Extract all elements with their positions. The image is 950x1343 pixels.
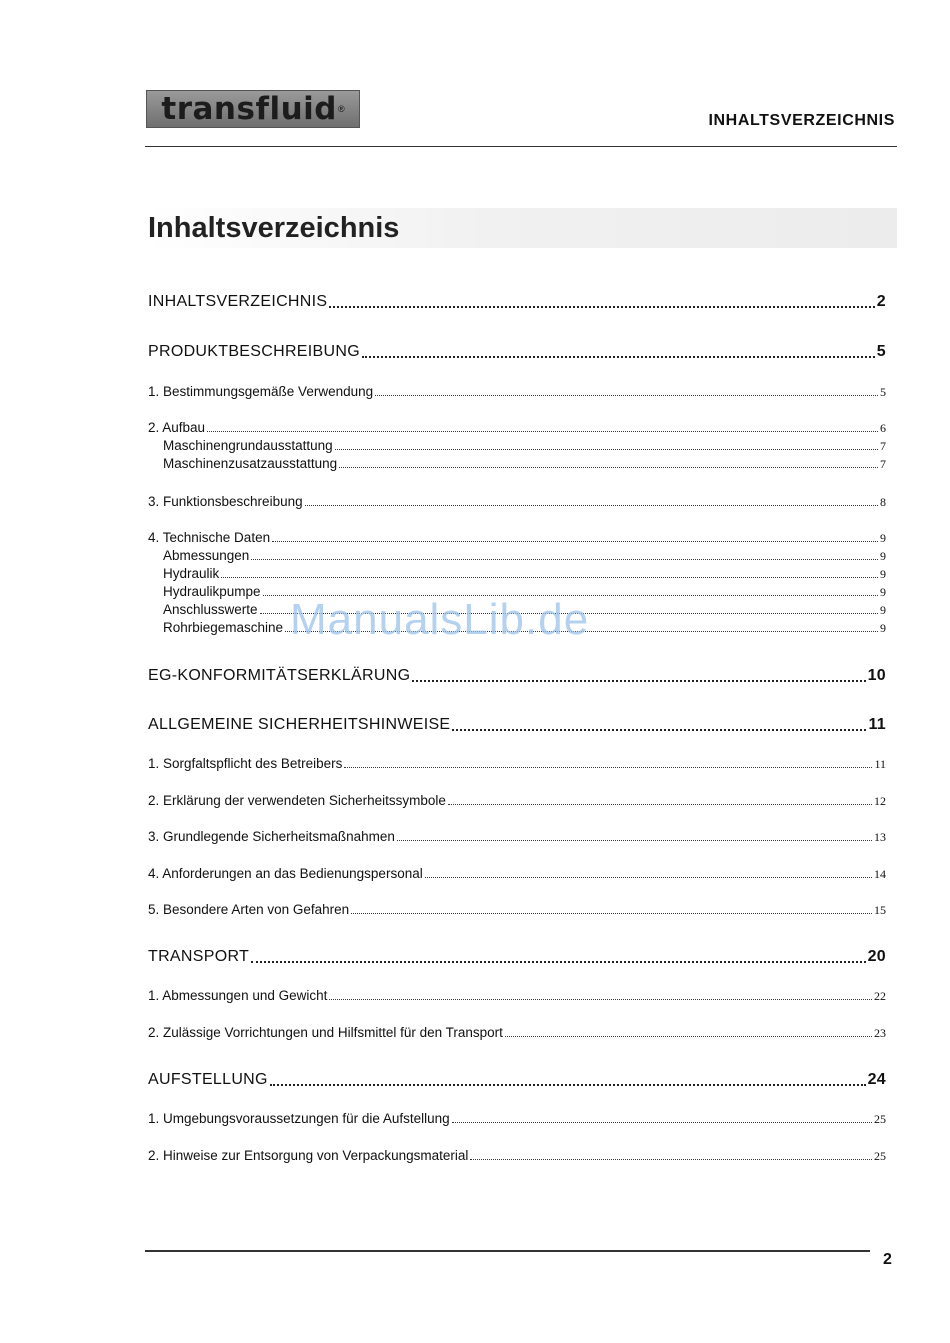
toc-leader <box>270 1084 866 1086</box>
page-number: 2 <box>883 1251 892 1268</box>
toc-leader <box>344 767 872 768</box>
page-title: Inhaltsverzeichnis <box>148 212 400 244</box>
toc-entry-page: 2 <box>876 293 886 310</box>
toc-entry-page: 12 <box>874 794 886 808</box>
toc-leader <box>339 467 878 468</box>
header-section-title: INHALTSVERZEICHNIS <box>708 112 895 129</box>
toc-entry-page: 9 <box>880 567 886 581</box>
toc-entry[interactable] <box>148 793 886 809</box>
toc-entry-page: 15 <box>874 903 886 917</box>
toc-leader <box>272 541 878 542</box>
toc-entry-label: 4. Technische Daten <box>148 530 271 545</box>
toc-entry-label: 1. Abmessungen und Gewicht <box>148 988 328 1003</box>
toc-entry-label: 2. Aufbau <box>148 420 206 435</box>
toc-entry-page: 24 <box>867 1071 886 1088</box>
toc-entry-label: Hydraulik <box>163 566 220 581</box>
toc-entry[interactable] <box>148 756 886 772</box>
watermark: ManualsLib.de <box>290 595 590 644</box>
toc-leader <box>375 395 878 396</box>
toc-leader <box>207 431 878 432</box>
toc-entry-label: TRANSPORT <box>148 948 250 965</box>
toc-entry[interactable] <box>148 988 886 1004</box>
toc-leader <box>452 729 866 731</box>
toc-entry-page: 25 <box>874 1112 886 1126</box>
toc-entry[interactable] <box>148 948 886 966</box>
toc-entry-label: 4. Anforderungen an das Bedienungspersonal <box>148 866 423 881</box>
toc-entry[interactable] <box>163 438 886 454</box>
toc-leader <box>452 1122 872 1123</box>
toc-entry-label: EG-KONFORMITÄTSERKLÄRUNG <box>148 667 411 684</box>
toc-entry-label: 2. Hinweise zur Entsorgung von Verpackungsmaterial <box>148 1148 469 1163</box>
toc-entry[interactable] <box>148 902 886 918</box>
toc-leader <box>251 559 878 560</box>
toc-leader <box>425 877 872 878</box>
toc-entry[interactable] <box>148 1148 886 1164</box>
toc-leader <box>412 680 865 682</box>
toc-entry-label: 3. Funktionsbeschreibung <box>148 494 303 509</box>
toc-entry-label: 1. Sorgfaltspflicht des Betreibers <box>148 756 343 771</box>
toc-entry-page: 8 <box>880 495 886 509</box>
toc-entry-label: ALLGEMEINE SICHERHEITSHINWEISE <box>148 716 451 733</box>
toc-entry[interactable] <box>148 293 886 311</box>
toc-entry-label: 3. Grundlegende Sicherheitsmaßnahmen <box>148 829 395 844</box>
toc-entry[interactable] <box>148 343 886 361</box>
toc-entry-label: Maschinengrundausstattung <box>163 438 333 453</box>
toc-entry[interactable] <box>148 494 886 510</box>
toc-entry-page: 20 <box>867 948 886 965</box>
toc-entry[interactable] <box>148 866 886 882</box>
toc-entry-label: Maschinenzusatzausstattung <box>163 456 338 471</box>
toc-entry-page: 9 <box>880 531 886 545</box>
toc-entry-label: 5. Besondere Arten von Gefahren <box>148 902 350 917</box>
toc-entry-page: 11 <box>868 716 886 733</box>
transfluid-logo <box>146 90 360 128</box>
toc-entry-label: 1. Umgebungsvoraussetzungen für die Aufstellung <box>148 1111 450 1126</box>
toc-leader <box>335 449 878 450</box>
toc-entry-label: Rohrbiegemaschine <box>163 620 284 635</box>
toc-entry-label: 1. Bestimmungsgemäße Verwendung <box>148 384 374 399</box>
toc-entry-page: 9 <box>880 603 886 617</box>
toc-entry[interactable] <box>163 548 886 564</box>
toc-entry-label: Hydraulikpumpe <box>163 584 261 599</box>
toc-entry-label: INHALTSVERZEICHNIS <box>148 293 328 310</box>
toc-entry[interactable] <box>148 829 886 845</box>
toc-entry-label: 2. Zulässige Vorrichtungen und Hilfsmittel für den Transport <box>148 1025 503 1040</box>
toc-entry-page: 7 <box>880 439 886 453</box>
toc-entry[interactable] <box>148 530 886 546</box>
toc-entry[interactable] <box>148 1111 886 1127</box>
logo-text: transfluid <box>161 90 337 127</box>
toc-entry-page: 13 <box>874 830 886 844</box>
toc-entry[interactable] <box>148 384 886 400</box>
toc-leader <box>329 306 874 308</box>
toc-leader <box>362 356 875 358</box>
toc-leader <box>221 577 878 578</box>
toc-entry-page: 25 <box>874 1149 886 1163</box>
toc-leader <box>305 505 878 506</box>
toc-entry-page: 7 <box>880 457 886 471</box>
toc-entry-label: AUFSTELLUNG <box>148 1071 268 1088</box>
toc-entry-label: 2. Erklärung der verwendeten Sicherheitssymbole <box>148 793 446 808</box>
toc-entry-page: 5 <box>880 385 886 399</box>
footer-divider <box>145 1250 870 1252</box>
toc-entry-label: PRODUKTBESCHREIBUNG <box>148 343 360 360</box>
toc-entry[interactable] <box>148 716 886 734</box>
toc-entry-page: 5 <box>876 343 886 360</box>
toc-entry[interactable] <box>148 1025 886 1041</box>
header-divider <box>145 146 897 147</box>
toc-entry-page: 9 <box>880 621 886 635</box>
toc-entry-page: 14 <box>874 867 886 881</box>
toc-entry[interactable] <box>148 667 886 685</box>
toc-leader <box>251 961 866 963</box>
toc-entry-page: 10 <box>867 667 886 684</box>
toc-entry-page: 23 <box>874 1026 886 1040</box>
toc-entry[interactable] <box>163 566 886 582</box>
toc-entry-label: Anschlusswerte <box>163 602 258 617</box>
toc-leader <box>397 840 872 841</box>
toc-leader <box>351 913 872 914</box>
toc-entry-page: 22 <box>874 989 886 1003</box>
toc-leader <box>505 1036 872 1037</box>
toc-leader <box>448 804 872 805</box>
toc-entry[interactable] <box>148 1071 886 1089</box>
toc-entry-page: 9 <box>880 585 886 599</box>
toc-entry-page: 9 <box>880 549 886 563</box>
toc-entry-page: 6 <box>880 421 886 435</box>
toc-entry-label: Abmessungen <box>163 548 250 563</box>
registered-mark: ® <box>337 104 345 114</box>
toc-entry[interactable] <box>163 456 886 472</box>
toc-entry[interactable] <box>148 420 886 436</box>
toc-leader <box>470 1159 872 1160</box>
toc-leader <box>329 999 872 1000</box>
toc-entry-page: 11 <box>874 757 886 771</box>
